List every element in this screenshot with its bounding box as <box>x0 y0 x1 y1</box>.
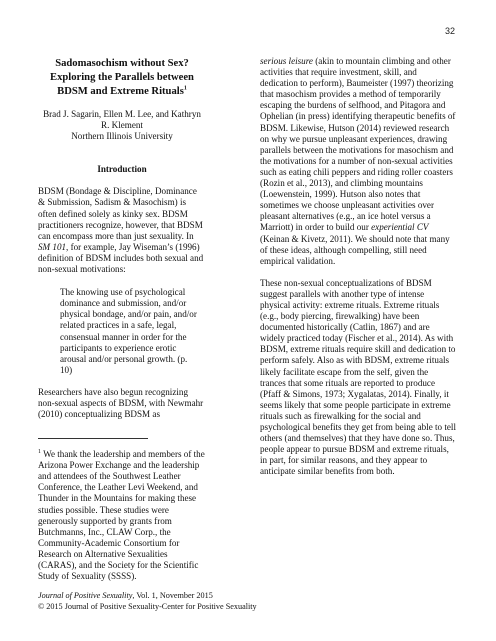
block-quote: The knowing use of psychological dominance and submission, and/or physical bondage, and/or pain, and/or related practices in a safe, legal, consensual manner in order for the participants to experience erotic arousal and/or personal growth. (p. 10) <box>60 287 197 375</box>
intro-paragraph-1 <box>38 186 206 275</box>
right-paragraph-1 <box>260 56 456 267</box>
section-heading: Introduction <box>97 164 147 175</box>
journal-volume: , Vol. 1, November 2015 <box>132 591 213 600</box>
experiential-cv-italic: experiential CV <box>371 222 429 233</box>
affiliation: Northern Illinois University <box>71 131 173 142</box>
journal-citation <box>38 591 257 602</box>
right-paragraph-1-text-b: (Keinan & Kivetz, 2011). We should note that many of these ideas, although compelling, still need empirical validation. <box>260 233 450 266</box>
intro-paragraph-1-text-b: , for example, Jay Wiseman’s (1996) definition of BDSM includes both sexual and non-sexual motivations: <box>38 241 204 275</box>
article-title <box>38 57 206 99</box>
right-paragraph-1-text-a: (akin to mountain climbing and other activities that require investment, skill, and dedication to perform), Baumeister (1997) theorizing that masochism provides a method of temporarily escaping the burdens of selfhood, and Pitagora and Ophelian (in press) identifying therapeutic benefits of BDSM. Likewise, Hutson (2014) reviewed research on why we pursue unpleasant experiences, drawing parallels between the motivations for masochism and the motivations for a number of non-sexual activities such as eating chili peppers and riding roller coasters (Rozin et al., 2013), and climbing mountains (Loewenstein, 1999). Hutson also notes that sometimes we choose unpleasant activities over pleasant alternatives (e.g., an ice hotel versus a Marriott) in order to build our <box>260 56 456 233</box>
page-number: 32 <box>444 26 455 36</box>
copyright-notice: © 2015 Journal of Positive Sexuality-Center for Positive Sexuality <box>38 601 257 611</box>
title-text: Sadomasochism without Sex? Exploring the Parallels between BDSM and Extreme Rituals <box>50 58 194 97</box>
footnote-marker: 1 <box>38 449 41 455</box>
intro-paragraph-1-text-a: BDSM (Bondage & Discipline, Dominance & Submission, Sadism & Masochism) is often defined solely as kinky sex. BDSM practitioners recognize, however, that BDSM can encompass more than just sexuality. In <box>38 186 203 241</box>
left-column <box>38 57 206 420</box>
book-title-italic: SM 101 <box>38 241 67 252</box>
page-footer <box>38 591 257 612</box>
right-paragraph-2: These non-sexual conceptualizations of BDSM suggest parallels with another type of intense physical activity: extreme rituals. Extreme rituals (e.g., body piercing, firewalking) have been documented historically (Catlin, 1867) and are widely practiced today (Fischer et al., 2014). As with BDSM, extreme rituals require skill and dedication to perform safely. Also as with BDSM, extreme rituals likely facilitate escape from the self, given the trances that some rituals are reported to produce (Pfaff & Simons, 1973; Xygalatas, 2014). Finally, it seems likely that some people participate in extreme rituals such as firewalking for the social and psychological benefits they get from being able to tell others (and themselves) that they have done so. Thus, people appear to pursue BDSM and extreme rituals, in part, for similar reasons, and they appear to anticipate similar benefits from both. <box>260 277 456 477</box>
intro-paragraph-2: Researchers have also begun recognizing non-sexual aspects of BDSM, with Newmahr (2010) conceptualizing BDSM as <box>38 386 204 420</box>
footnote <box>38 447 206 582</box>
footnote-text: We thank the leadership and members of the Arizona Power Exchange and the leadership and attendees of the Southwest Leather Conference, the Leather Levi Weekend, and Thunder in the Mountains for making these studies possible. These studies were generously supported by grants from Butchmanns, Inc., CLAW Corp., the Community-Academic Consortium for Research on Alternative Sexualities (CARAS), and the Society for the Scientific Study of Sexuality (SSSS). <box>38 449 205 582</box>
author-list: Brad J. Sagarin, Ellen M. Lee, and Kathryn R. Klement <box>43 109 201 131</box>
title-footnote-marker: 1 <box>183 85 187 92</box>
footnote-divider <box>38 438 148 439</box>
right-column <box>260 56 456 477</box>
serious-leisure-italic: serious leisure <box>260 56 313 66</box>
journal-name: Journal of Positive Sexuality <box>38 591 133 600</box>
